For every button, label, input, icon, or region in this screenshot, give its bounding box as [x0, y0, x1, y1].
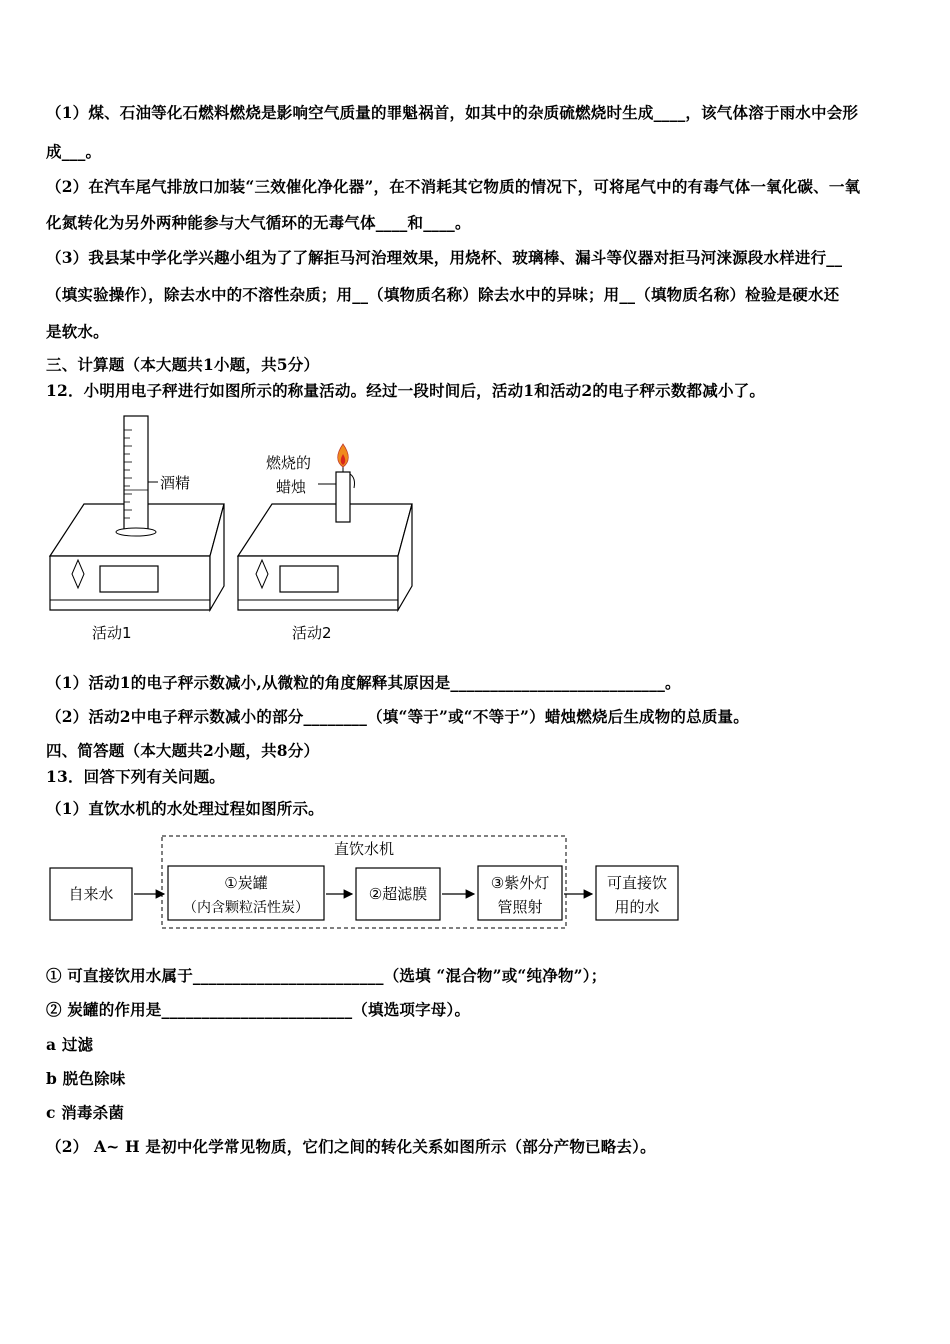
q11-part1-line2: 成___。	[46, 142, 102, 161]
q13-part2: （2） A~ H 是初中化学常见物质，它们之间的转化关系如图所示（部分产物已略去）。	[46, 1137, 656, 1156]
q13-stem: 13．回答下列有关问题。	[46, 767, 225, 786]
option-c: c 消毒杀菌	[46, 1103, 125, 1122]
q11-part1-line1: （1）煤、石油等化石燃料燃烧是影响空气质量的罪魁祸首，如其中的杂质硫燃烧时生成____，该气体溶于雨水中会形	[46, 103, 859, 122]
section-4-heading: 四、简答题（本大题共2小题，共8分）	[46, 741, 320, 760]
q13-part1: （1）直饮水机的水处理过程如图所示。	[46, 799, 324, 818]
uv-lamp-label-2: 管照射	[497, 898, 543, 916]
q11-part2-line1: （2）在汽车尾气排放口加装“三效催化净化器”，在不消耗其它物质的情况下，可将尾气中的有毒气体一氧化碳、一氧	[46, 177, 861, 196]
q12-stem: 12．小明用电子秤进行如图所示的称量活动。经过一段时间后，活动1和活动2的电子秤示数都减小了。	[46, 381, 766, 400]
ultrafiltration-label: ②超滤膜	[368, 885, 428, 903]
carbon-tank-label: ①炭罐	[224, 874, 268, 892]
label-candle: 蜡烛	[276, 478, 307, 496]
caption-activity-2: 活动2	[292, 624, 332, 642]
q12-part2: （2）活动2中电子秤示数减小的部分________（填“等于”或“不等于”）蜡烛燃烧后生成物的总质量。	[46, 707, 749, 726]
machine-label: 直饮水机	[333, 840, 395, 858]
q11-part3-line1: （3）我县某中学化学兴趣小组为了了解拒马河治理效果，用烧杯、玻璃棒、漏斗等仪器对拒马河涞源段水样进行__	[46, 248, 843, 267]
q11-part3-line2: （填实验操作），除去水中的不溶性杂质；用__（填物质名称）除去水中的异味；用__（填物质名称）检验是硬水还	[46, 285, 840, 304]
q13-sub-a: ① 可直接饮用水属于________________________（选填 “混合物”或“纯净物”）；	[46, 966, 607, 985]
caption-activity-1: 活动1	[92, 624, 132, 642]
drinkable-label-2: 用的水	[614, 898, 660, 916]
option-a: a 过滤	[46, 1035, 94, 1054]
q12-part1: （1）活动1的电子秤示数减小,从微粒的角度解释其原因是___________________________。	[46, 673, 681, 692]
q13-sub-b: ② 炭罐的作用是________________________（填选项字母）。	[46, 1000, 471, 1019]
q11-part3-line3: 是软水。	[46, 322, 109, 341]
carbon-tank-note: （内含颗粒活性炭）	[183, 900, 309, 916]
tap-water-label: 自来水	[68, 885, 114, 903]
label-alcohol: 酒精	[160, 474, 191, 492]
drinkable-label: 可直接饮	[606, 874, 668, 892]
option-b: b 脱色除味	[46, 1069, 126, 1088]
label-burning: 燃烧的	[266, 454, 312, 472]
uv-lamp-label: ③紫外灯	[490, 874, 550, 892]
electronic-scale-2	[238, 504, 412, 610]
water-purifier-flow-diagram	[46, 832, 686, 932]
q12-scale-figure	[46, 410, 426, 650]
q11-part2-line2: 化氮转化为另外两种能参与大气循环的无毒气体____和____。	[46, 213, 471, 232]
section-3-heading: 三、计算题（本大题共1小题，共5分）	[46, 355, 320, 374]
